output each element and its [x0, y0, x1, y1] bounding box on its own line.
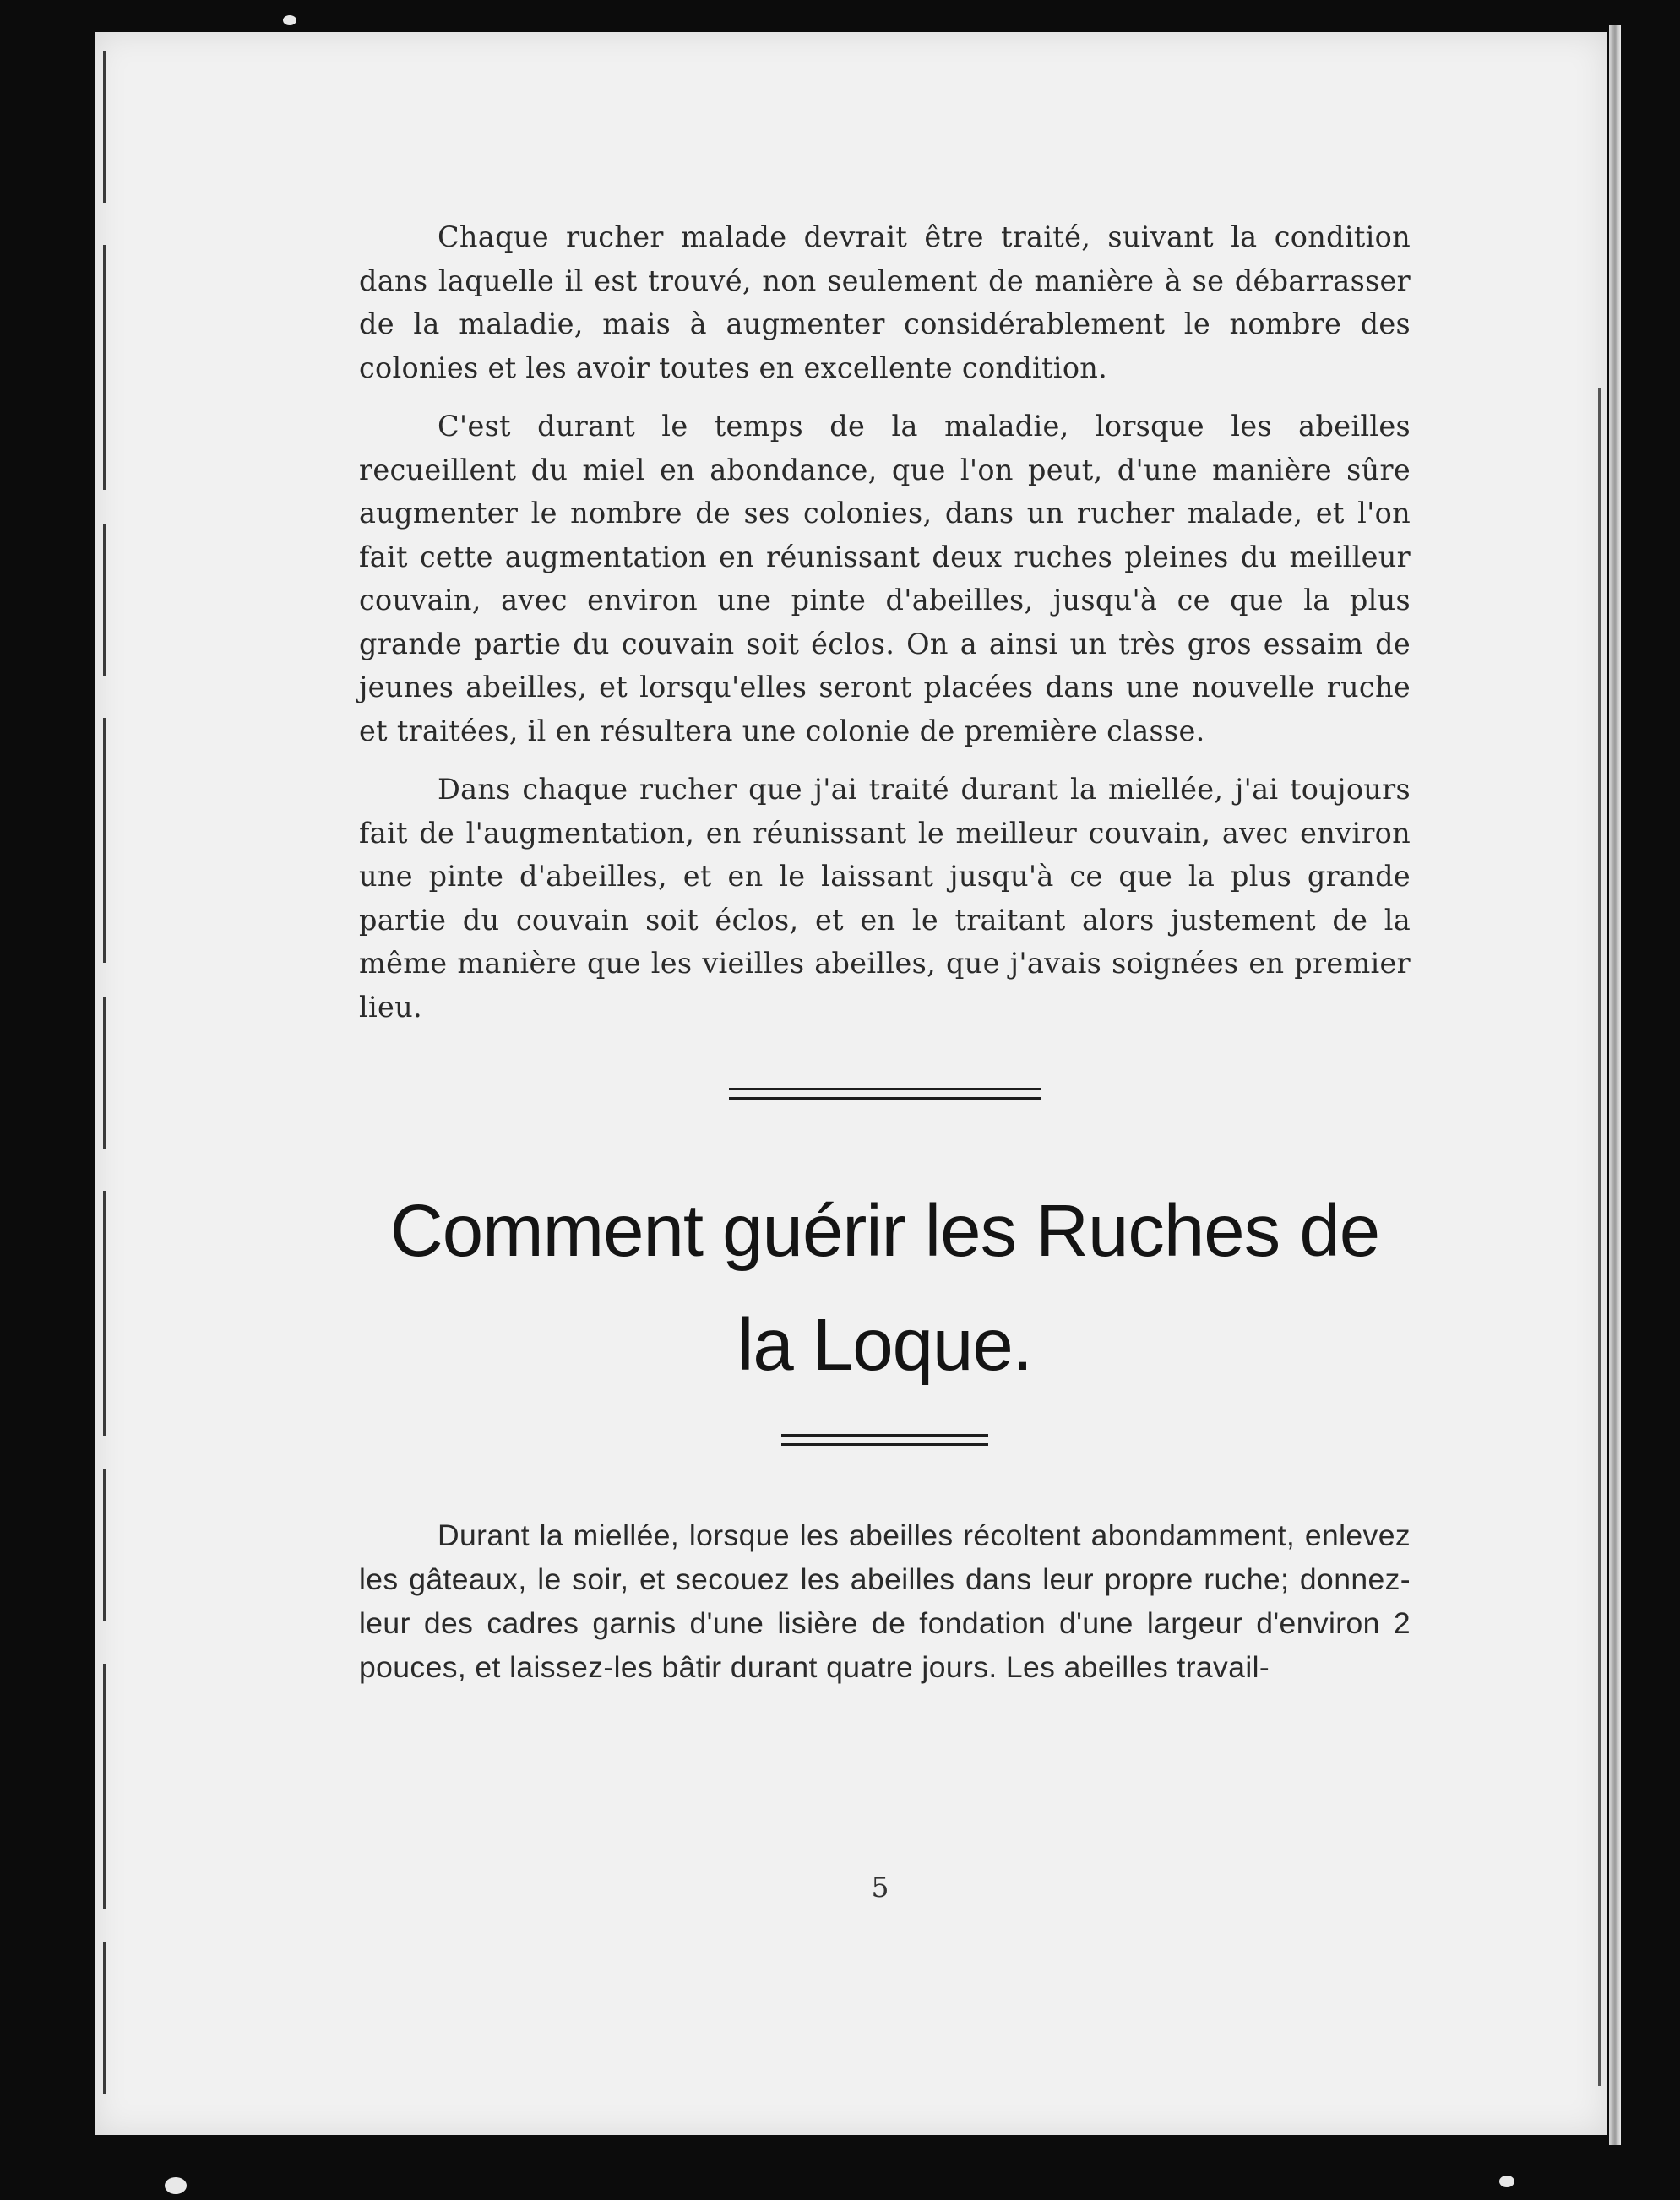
- paragraph: C'est durant le temps de la maladie, lorsque les abeilles recueillent du miel en abondance, que l'on peut, d'une manière sûre augmenter le nombre de ses colonies, dans un rucher malade, et l'on fait cette augmentation en réunissant deux ruches pleines du meilleur couvain, avec environ une pinte d'abeilles, jusqu'à ce que la plus grande partie du couvain soit éclos. On a ainsi un très gros essaim de jeunes abeilles, et lorsqu'elles seront placées dans une nouvelle ruche et traitées, il en résultera une colonie de première classe.: [359, 410, 1411, 747]
- paragraph: Dans chaque rucher que j'ai traité durant la miellée, j'ai toujours fait de l'augmentation, en réunissant le meilleur couvain, avec environ une pinte d'abeilles, et en le laissant jusqu'à ce que la plus grande partie du couvain soit éclos, et en le traitant alors justement de la même manière que les vieilles abeilles, que j'avais soignées en premier lieu.: [359, 773, 1411, 1024]
- paragraph: Durant la miellée, lorsque les abeilles récoltent abondamment, enlevez les gâteaux, le soir, et secouez les abeilles dans leur propre ruche; donnez-leur des cadres garnis d'une lisière de fondation d'une largeur d'environ 2 pouces, et laissez-les bâtir durant quatre jours. Les abeilles travail-: [359, 1518, 1411, 1684]
- heading-line: Comment guérir les Ruches de: [389, 1190, 1380, 1272]
- section-body: [359, 1513, 1411, 1689]
- page-edge: [1609, 25, 1621, 2145]
- heading-line: la Loque.: [737, 1304, 1032, 1386]
- dust-speck: [283, 15, 296, 25]
- page-fold-line: [1598, 388, 1601, 2086]
- double-rule-divider: [729, 1088, 1041, 1100]
- page-content: [359, 215, 1411, 1704]
- double-rule-divider: [781, 1434, 988, 1446]
- dust-speck: [1499, 2176, 1514, 2187]
- page-number: 5: [871, 1871, 889, 1904]
- paragraph: Chaque rucher malade devrait être traité, suivant la condition dans laquelle il est trouvé, non seulement de manière à se débarrasser de la maladie, mais à augmenter considérablement le nombre des colonies et les avoir toutes en excellente condition.: [359, 220, 1411, 384]
- section-heading: [359, 1174, 1411, 1402]
- binding-shadow: [103, 51, 106, 2128]
- dust-speck: [165, 2177, 187, 2194]
